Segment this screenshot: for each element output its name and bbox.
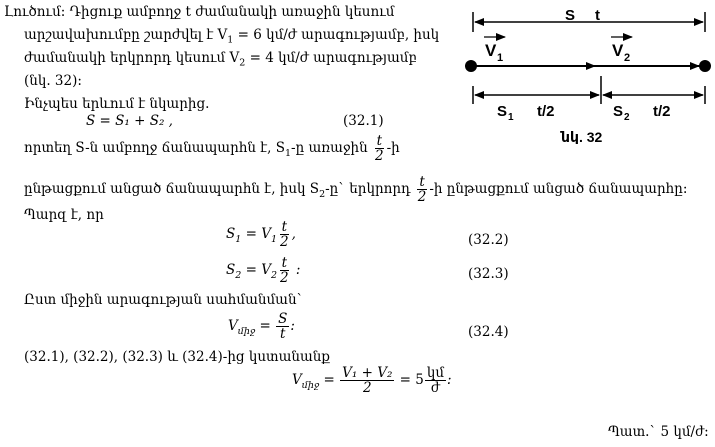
figure-caption: նկ. 32 [561, 129, 603, 144]
v1-label: V [485, 41, 497, 60]
end-point [699, 60, 711, 72]
solution-line-5: Ինչպես երևում է նկարից. [24, 96, 210, 112]
s1-label: S [497, 103, 508, 120]
top-label-S: S [565, 7, 576, 24]
s2-label: S [613, 103, 624, 120]
solution-line-4: (նկ. 32): [24, 73, 82, 89]
solution-line-1: Լուծում: Դիցուք ամբողջ t ժամանակի առաջին կեսում [4, 4, 395, 20]
v1-sub: 1 [497, 52, 504, 64]
s1-sub: 1 [508, 112, 514, 123]
top-label-t: t [595, 7, 600, 24]
equation-32-4-number: (32.4) [468, 324, 509, 340]
s2-sub: 2 [624, 112, 630, 123]
equation-32-2: $S_1 = V_1$ $\frac{t}{2}$ , [226, 219, 296, 251]
where-line-2: ընթացքում անցած ճանապարհն է, իսկ $S_2-ը`$ երկրորդ $\frac{t}{2}$ -ի ընթացքում անցած ճանապարհը: [24, 174, 688, 206]
v2-label: V [612, 41, 624, 60]
equation-32-1: S = S₁ + S₂ , [86, 113, 173, 129]
solution-line-2: արշավախումբը շարժվել է $V_1 = 6$ կմ/ժ արագությամբ, իսկ [24, 27, 440, 46]
t-half-fraction-1: $\frac{t}{2}$ [374, 133, 384, 165]
equation-32-1-number: (32.1) [343, 113, 384, 129]
final-equation: $V_{միջ}$ = $\frac{\text{V₁ + V₂}}{2}$ = 5 $\frac{\text{կմ}}{\text{ժ}}$ : [292, 365, 452, 397]
half-2-label: t/2 [653, 103, 671, 120]
half-1-label: t/2 [537, 103, 555, 120]
start-point [465, 60, 477, 72]
equation-32-3-number: (32.3) [468, 266, 509, 282]
t-half-fraction-2: $\frac{t}{2}$ [417, 174, 427, 206]
solution-lead: Լուծում: [4, 4, 66, 20]
where-line: որտեղ S-ն ամբողջ ճանապարհն է, $S_1-ը$ առաջին $\frac{t}{2}$ -ի [24, 133, 400, 165]
equation-32-2-number: (32.2) [468, 232, 509, 248]
from-line: (32.1), (32.2), (32.3) և (32.4)-ից կստանանք [24, 349, 330, 365]
figure-32 [455, 4, 715, 144]
v2-sub: 2 [624, 52, 631, 64]
solution-line-3: ժամանակի երկրորդ կեսում $V_2 = 4$ կմ/ժ արագությամբ [24, 50, 417, 69]
answer: Պատ.` 5 կմ/ժ: [608, 424, 709, 440]
definition-line: Ըստ միջին արագության սահմանման` [24, 292, 304, 308]
equation-32-4: $V_{միջ}$ = $\frac{S}{t}$ : [228, 311, 295, 343]
clear-line: Պարզ է, որ [24, 207, 104, 223]
equation-32-3: $S_2 = V_2$ $\frac{t}{2}$ : [226, 255, 301, 287]
